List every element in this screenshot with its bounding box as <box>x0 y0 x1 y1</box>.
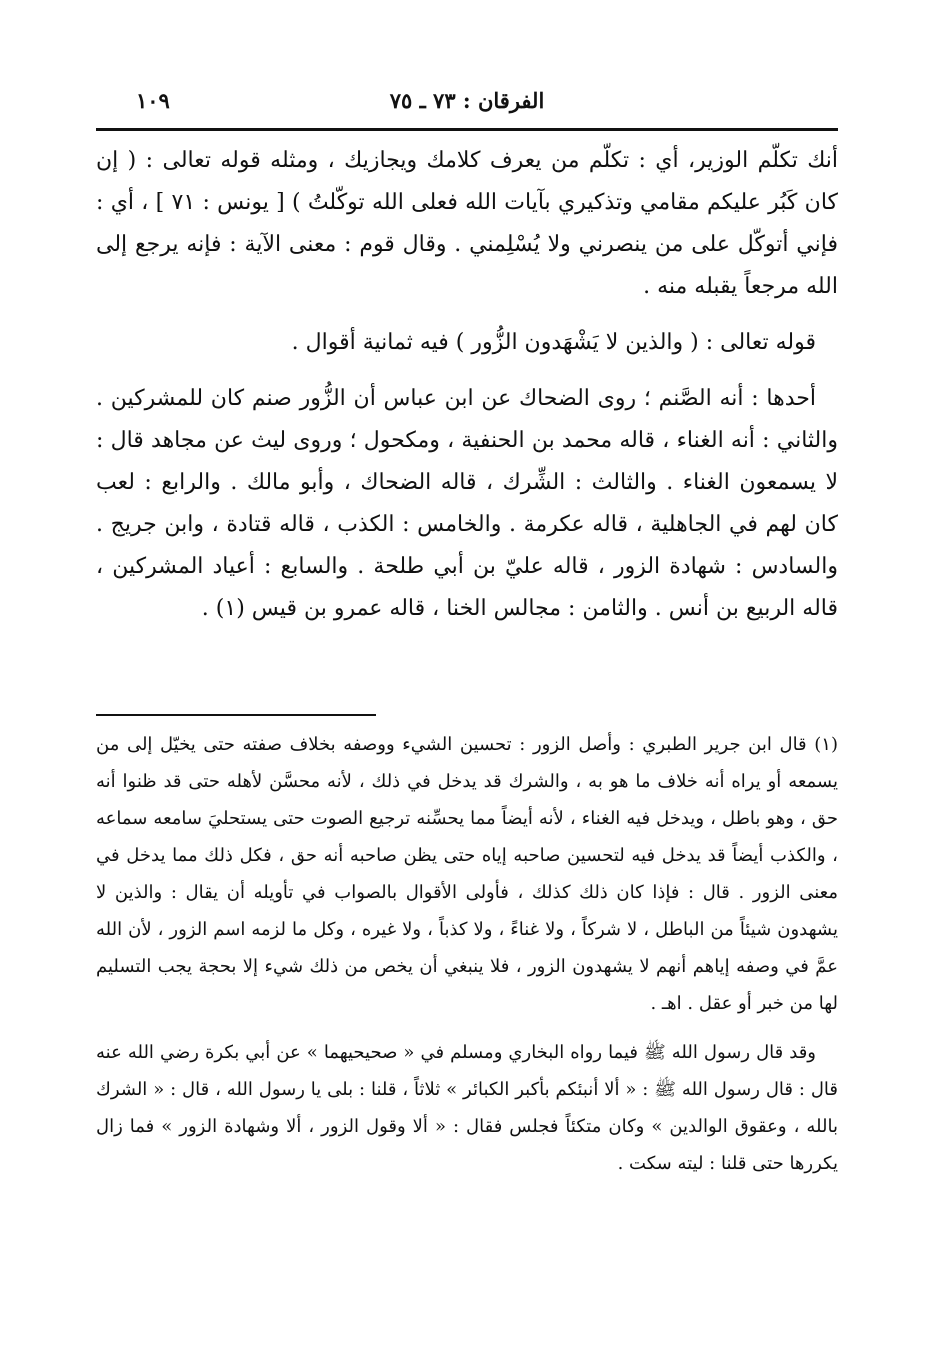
page-header <box>96 88 838 122</box>
page-number: ١٠٩ <box>136 88 170 113</box>
footnotes <box>96 726 838 1182</box>
header-rule <box>96 128 838 131</box>
running-title: الفرقان : ٧٣ ـ ٧٥ <box>389 88 545 113</box>
body-paragraph: قوله تعالى : ( والذين لا يَشْهَدون الزُّور ) فيه ثمانية أقوال . <box>291 330 816 355</box>
footnote-paragraph: وقد قال رسول الله ﷺ فيما رواه البخاري ومسلم في « صحيحيهما » عن أبي بكرة رضي الله عنه قال : قال رسول الله ﷺ : « ألا أنبئكم بأكبر الكبائر » ثلاثاً ، قلنا : بلى يا رسول الله ، قال : « الشرك بالله ، وعقوق الوالدين » وكان متكئاً فجلس فقال : « ألا وقول الزور ، ألا وشهادة الزور » فما زال يكررها حتى قلنا : ليته سكت . <box>96 1042 838 1174</box>
main-text <box>96 140 838 630</box>
footnote-rule <box>96 714 376 716</box>
body-paragraph: أنك تكلّم الوزير، أي : تكلّم من يعرف كلامك ويجازيك ، ومثله قوله تعالى : ( إن كان كَبُر عليكم مقامي وتذكيري بآيات الله فعلى الله توكّلتُ ) [ يونس : ٧١ ] ، أي : فإني أتوكّل على من ينصرني ولا يُسْلِمني . وقال قوم : معنى الآية : فإنه يرجع إلى الله مرجعاً يقبله منه . <box>96 148 838 299</box>
body-paragraph: أحدها : أنه الصَّنم ؛ روى الضحاك عن ابن عباس أن الزُّور صنم كان للمشركين . والثاني : أنه الغناء ، قاله محمد بن الحنفية ، ومكحول ؛ وروى ليث عن مجاهد قال : لا يسمعون الغناء . والثالث : الشِّرك ، قاله الضحاك ، وأبو مالك . والرابع : لعب كان لهم في الجاهلية ، قاله عكرمة . والخامس : الكذب ، قاله قتادة ، وابن جريج . والسادس : شهادة الزور ، قاله عليّ بن أبي طلحة . والسابع : أعياد المشركين ، قاله الربيع بن أنس . والثامن : مجالس الخنا ، قاله عمرو بن قيس (١) . <box>96 386 838 621</box>
footnote-paragraph: (١) قال ابن جرير الطبري : وأصل الزور : تحسين الشيء ووصفه بخلاف صفته حتى يخيّل إلى من يسمعه أو يراه أنه خلاف ما هو به ، والشرك قد يدخل في ذلك ، لأنه محسَّن لأهله حتى قد ظنوا أنه حق ، وهو باطل ، ويدخل فيه الغناء ، لأنه أيضاً مما يحسِّنه ترجيع الصوت حتى يستحليَ سامعه سماعه ، والكذب أيضاً قد يدخل فيه لتحسين صاحبه إياه حتى يظن صاحبه أنه حق ، فكل ذلك مما يدخل في معنى الزور . قال : فإذا كان ذلك كذلك ، فأولى الأقوال بالصواب في تأويله أن يقال : والذين لا يشهدون شيئاً من الباطل ، لا شركاً ، ولا غناءً ، ولا كذباً ، ولا غيره ، وكل ما لزمه اسم الزور ، لأن الله عمَّ في وصفه إياهم أنهم لا يشهدون الزور ، فلا ينبغي أن يخص من ذلك شيء إلا بحجة يجب التسليم لها من خبر أو عقل . اهـ . <box>96 734 838 1014</box>
